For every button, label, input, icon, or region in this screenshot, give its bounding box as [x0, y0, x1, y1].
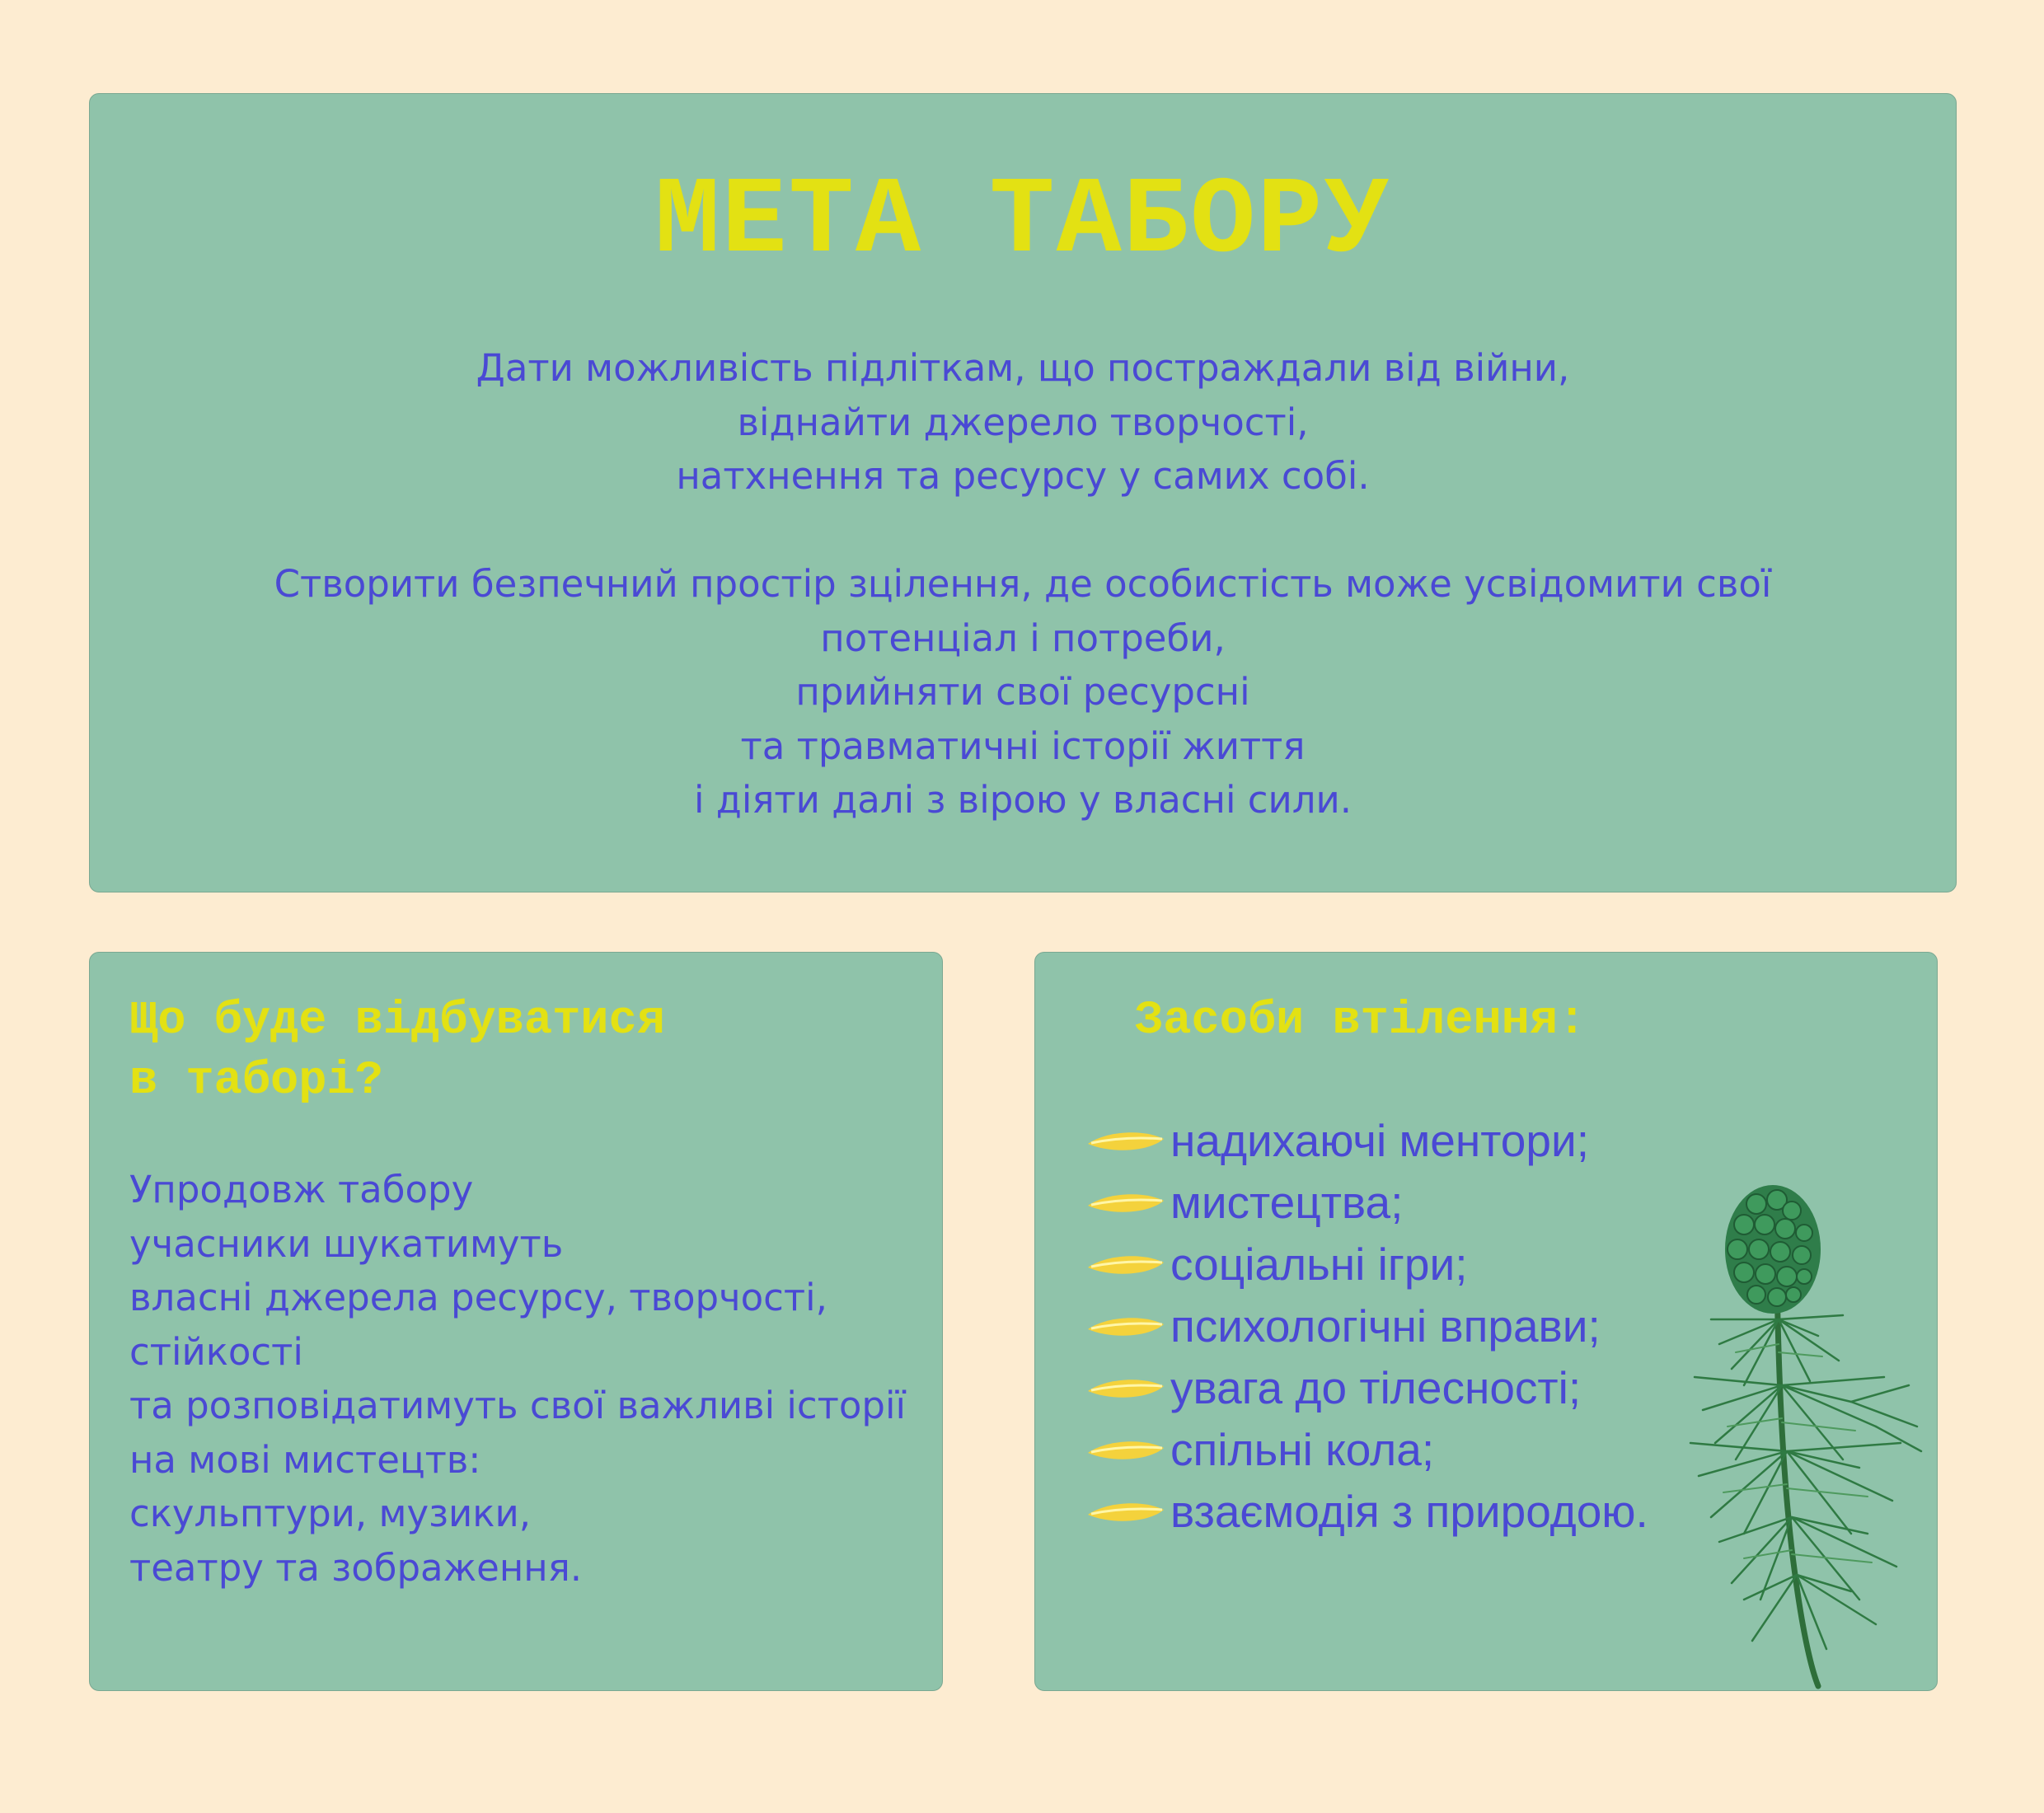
goal-paragraph-2	[90, 557, 1956, 827]
what-title-line: в таборі?	[129, 1055, 383, 1108]
petal-bullet-icon	[1086, 1124, 1165, 1157]
list-item	[1086, 1295, 1648, 1356]
petal-bullet-icon	[1086, 1248, 1165, 1281]
what-body-line: театру та зображення.	[129, 1545, 583, 1590]
what-body-line: на мові мистецтв:	[129, 1437, 481, 1482]
goal-line: Створити безпечний простір зцілення, де особистість може усвідомити свої	[274, 562, 1772, 606]
what-body-line: власні джерела ресурсу, творчості,	[129, 1276, 827, 1319]
pine-plant-illustration	[1686, 1179, 1925, 1690]
means-list	[1086, 1109, 1648, 1542]
petal-bullet-icon	[1086, 1309, 1165, 1342]
list-item	[1086, 1418, 1648, 1480]
means-item-label: соціальні ігри;	[1170, 1238, 1468, 1290]
goal-paragraph-1	[90, 341, 1956, 504]
goal-title: МЕТА ТАБОРУ	[654, 160, 1391, 283]
petal-bullet-icon	[1086, 1371, 1165, 1404]
goal-line: прийняти свої ресурсні	[795, 670, 1250, 714]
what-body	[129, 1163, 906, 1595]
petal-bullet-icon	[1086, 1186, 1165, 1219]
means-item-label: надихаючі ментори;	[1170, 1114, 1589, 1166]
what-body-line: учасники шукатимуть	[129, 1221, 564, 1266]
means-title: Засоби втілення:	[1135, 995, 1587, 1047]
means-item-label: взаємодія з природою.	[1170, 1485, 1648, 1537]
what-title	[129, 991, 665, 1112]
means-card	[1034, 952, 1938, 1691]
petal-bullet-icon	[1086, 1495, 1165, 1528]
what-body-line: Упродовж табору	[129, 1168, 474, 1211]
means-item-label: увага до тілесності;	[1170, 1361, 1582, 1413]
goal-line: та травматичні історії життя	[740, 724, 1306, 768]
what-body-line: скульптури, музики,	[129, 1492, 532, 1535]
list-item	[1086, 1356, 1648, 1418]
goal-line: потенціал і потреби,	[820, 616, 1226, 660]
list-item	[1086, 1480, 1648, 1542]
list-item	[1086, 1233, 1648, 1295]
goal-line: Дати можливість підліткам, що постраждали від війни,	[476, 346, 1570, 390]
goal-line: віднайти джерело творчості,	[737, 400, 1309, 444]
what-title-line: Що буде відбуватися	[129, 995, 665, 1047]
what-body-line: стійкості	[129, 1329, 303, 1374]
list-item	[1086, 1109, 1648, 1171]
means-item-label: спільні кола;	[1170, 1423, 1435, 1475]
petal-bullet-icon	[1086, 1433, 1165, 1466]
means-item-label: мистецтва;	[1170, 1176, 1404, 1228]
list-item	[1086, 1171, 1648, 1233]
what-body-line: та розповідатимуть свої важливі історії	[129, 1384, 906, 1427]
means-item-label: психологічні вправи;	[1170, 1300, 1601, 1352]
goal-line: натхнення та ресурсу у самих собі.	[676, 454, 1370, 498]
goal-card	[89, 93, 1957, 892]
what-card	[89, 952, 943, 1691]
goal-line: і діяти далі з вірою у власні сили.	[693, 778, 1353, 822]
